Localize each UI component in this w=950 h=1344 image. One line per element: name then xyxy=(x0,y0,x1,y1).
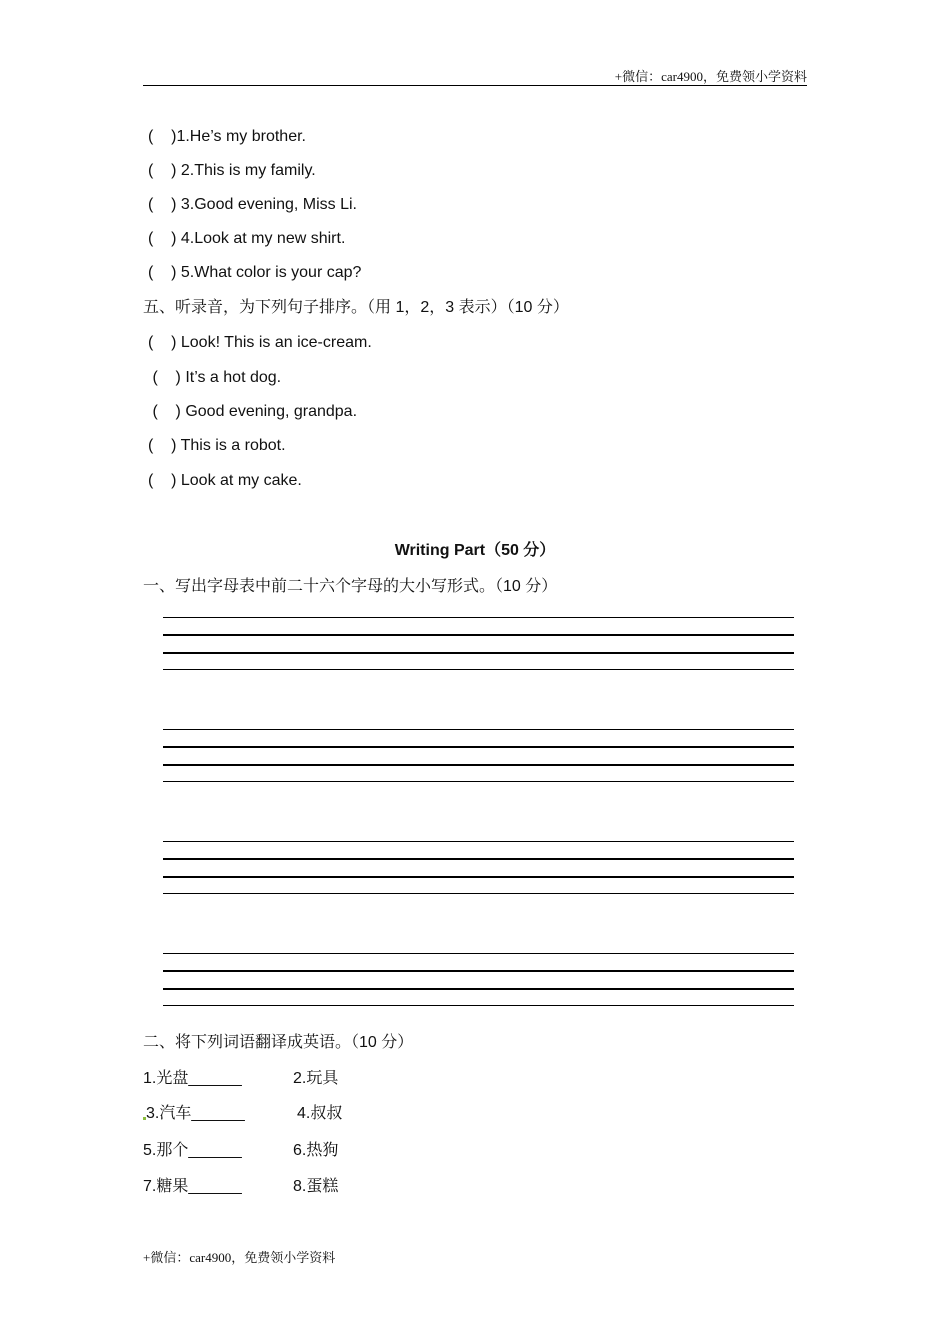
footer-watermark-text: +微信：car4900，免费领小学资料 xyxy=(143,1250,336,1265)
handwriting-lines-2[interactable] xyxy=(163,729,794,782)
handwriting-lines-4[interactable] xyxy=(163,953,794,1006)
vocab-item-1: 1.光盘______ xyxy=(143,1070,242,1087)
part4-item-4: ( ) 4.Look at my new shirt. xyxy=(148,230,346,247)
handwriting-lines-1[interactable] xyxy=(163,617,794,670)
part4-item-1: ( )1.He’s my brother. xyxy=(148,128,306,145)
section5-item-2: ( ) It’s a hot dog. xyxy=(148,369,282,386)
section5-item-1: ( ) Look! This is an ice-cream. xyxy=(148,334,372,351)
part4-item-3: ( ) 3.Good evening, Miss Li. xyxy=(148,196,357,213)
part4-item-2: ( ) 2.This is my family. xyxy=(148,162,316,179)
writing-section2-heading: 二、将下列词语翻译成英语。（10 分） xyxy=(143,1034,414,1051)
vocab-item-2: 2.玩具 xyxy=(293,1070,339,1087)
vocab-item-6: 6.热狗 xyxy=(293,1142,339,1159)
vocab-item-7: 7.糖果______ xyxy=(143,1178,242,1195)
header-watermark-text: +微信：car4900，免费领小学资料 xyxy=(614,69,807,84)
section5-item-4: ( ) This is a robot. xyxy=(148,437,286,454)
section5-heading: 五、听录音，为下列句子排序。（用 1，2，3 表示）（10 分） xyxy=(143,299,569,316)
vocab-item-4: 4.叔叔 xyxy=(297,1105,343,1122)
header-divider xyxy=(143,85,807,86)
section5-item-3: ( ) Good evening, grandpa. xyxy=(148,403,358,420)
vocab-item-8: 8.蛋糕 xyxy=(293,1178,339,1195)
vocab-item-5: 5.那个______ xyxy=(143,1142,242,1159)
part4-item-5: ( ) 5.What color is your cap? xyxy=(148,264,362,281)
writing-part-title: Writing Part（50 分） xyxy=(394,542,556,559)
vocab-item-3: 3.汽车______ xyxy=(146,1105,245,1122)
writing-section1-heading: 一、写出字母表中前二十六个字母的大小写形式。（10 分） xyxy=(143,578,558,595)
handwriting-lines-3[interactable] xyxy=(163,841,794,894)
section5-item-5: ( ) Look at my cake. xyxy=(148,472,302,489)
